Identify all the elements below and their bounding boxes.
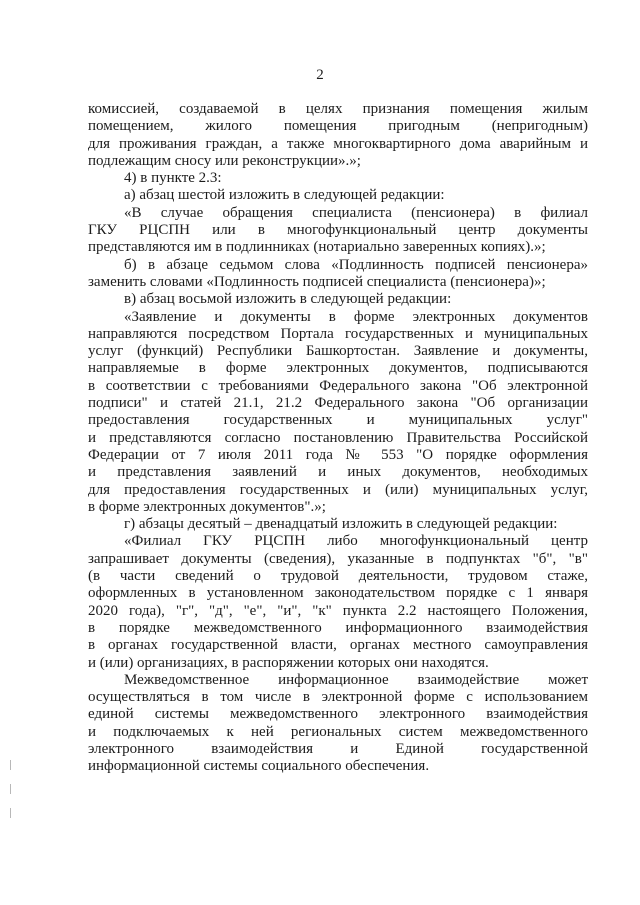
text-line: «Заявление и документы в форме электронных документов [124, 308, 588, 325]
text-line: в органах государственной власти, органах местного самоуправления [88, 637, 588, 654]
text-line: услуг (функций) Республики Башкортостан. Заявление и документы, [88, 343, 588, 360]
text-line: помещением, жилого помещения пригодным (непригодным) [88, 118, 588, 135]
text-line: а) абзац шестой изложить в следующей редакции: [124, 187, 445, 204]
text-line: для предоставления государственных и (или) муниципальных услуг, [88, 481, 588, 498]
text-line: в) абзац восьмой изложить в следующей редакции: [124, 291, 452, 308]
text-line: оформленных в установленном законодательством порядке с 1 января [88, 585, 588, 602]
text-line: запрашивает документы (сведения), указанные в подпунктах "б", "в" [88, 550, 588, 567]
text-line: электронного взаимодействия и Единой государственной [88, 740, 588, 757]
text-line: предоставления государственных и муниципальных услуг" [88, 412, 588, 429]
text-line: подписи" и статей 21.1, 21.2 Федерального закона "Об организации [88, 395, 588, 412]
text-line: подлежащим сносу или реконструкции».»; [88, 152, 361, 169]
text-line: в соответствии с требованиями Федерального закона "Об электронной [88, 377, 588, 394]
document-body [88, 101, 588, 776]
text-line: и (или) организациях, в распоряжении которых они находятся. [88, 654, 489, 671]
text-line: «Филиал ГКУ РЦСПН либо многофункциональный центр [124, 533, 588, 550]
text-line: и подключаемых к ней региональных систем межведомственного [88, 723, 588, 740]
binding-mark [10, 784, 11, 794]
page-number: 2 [316, 67, 324, 83]
text-line: б) в абзаце седьмом слова «Подлинность подписей пенсионера» [124, 256, 588, 273]
text-line: Межведомственное информационное взаимодействие может [124, 671, 588, 688]
binding-marks [10, 760, 11, 832]
text-line: Федерации от 7 июля 2011 года № 553 "О порядке оформления [88, 446, 588, 463]
text-line: (в части сведений о трудовой деятельности, трудовом стаже, [88, 568, 588, 585]
text-line: 4) в пункте 2.3: [124, 170, 222, 187]
text-line: г) абзацы десятый – двенадцатый изложить в следующей редакции: [124, 516, 558, 533]
text-line: 2020 года), "г", "д", "е", "и", "к" пункта 2.2 настоящего Положения, [88, 602, 588, 619]
text-line: направляются посредством Портала государственных и муниципальных [88, 325, 588, 342]
binding-mark [10, 808, 11, 818]
text-line: в порядке межведомственного информационного взаимодействия [88, 619, 588, 636]
text-line: единой системы межведомственного электронного взаимодействия [88, 706, 588, 723]
text-line: комиссией, создаваемой в целях признания помещения жилым [88, 101, 588, 117]
text-line: в форме электронных документов".»; [88, 498, 326, 515]
text-line: и представляются согласно постановлению Правительства Российской [88, 429, 588, 446]
binding-mark [10, 760, 11, 770]
text-line: информационной системы социального обеспечения. [88, 758, 430, 775]
text-line: направляемые в форме электронных документов, подписываются [88, 360, 588, 377]
text-line: представляются им в подлинниках (нотариально заверенных копиях).»; [88, 239, 546, 256]
text-line: «В случае обращения специалиста (пенсионера) в филиал [124, 204, 588, 221]
text-line: ГКУ РЦСПН или в многофункциональный центр документы [88, 222, 588, 239]
text-line: и представления заявлений и иных документов, необходимых [88, 464, 588, 481]
text-line: для проживания граждан, а также многоквартирного дома аварийным и [88, 135, 588, 152]
text-line: осуществляться в том числе в электронной форме с использованием [88, 689, 588, 706]
text-line: заменить словами «Подлинность подписей специалиста (пенсионера)»; [88, 273, 546, 290]
